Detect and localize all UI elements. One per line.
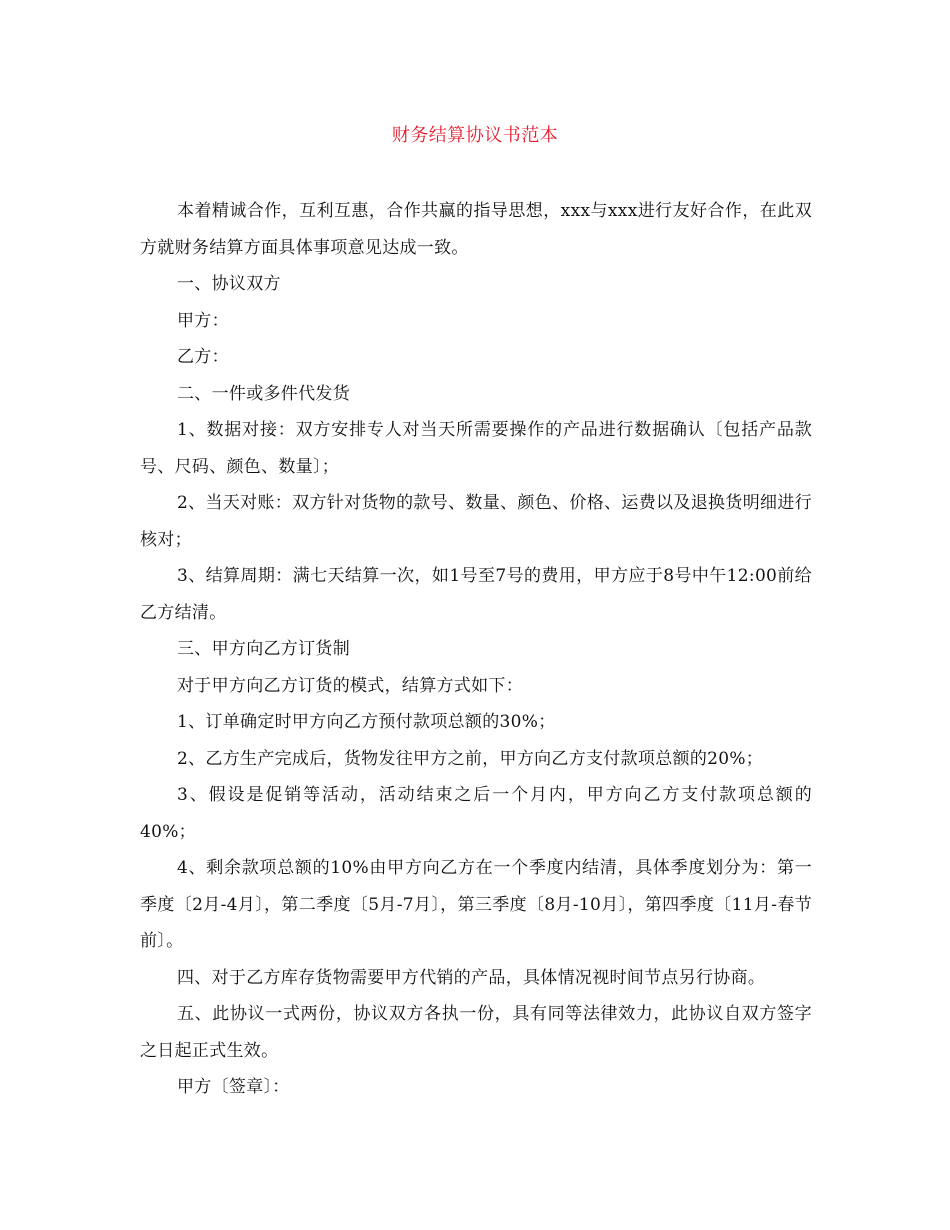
paragraph-intro: 本着精诚合作，互利互惠，合作共赢的指导思想，xxx与xxx进行友好合作，在此双方就财务结算方面具体事项意见达成一致。 bbox=[140, 201, 812, 258]
section-heading-ordering: 三、甲方向乙方订货制 bbox=[177, 639, 350, 659]
document-title: 财务结算协议书范本 bbox=[391, 125, 559, 146]
section-heading-parties: 一、协议双方 bbox=[177, 274, 281, 294]
party-a-line: 甲方： bbox=[177, 310, 229, 331]
party-a-signature-line: 甲方〔签章〕： bbox=[177, 1077, 290, 1097]
section-consignment: 四、对于乙方库存货物需要甲方代销的产品，具体情况视时间节点另行协商。 bbox=[177, 967, 766, 988]
clause-daily-reconcile: 2、当天对账：双方针对货物的款号、数量、颜色、价格、运费以及退换货明细进行核对； bbox=[140, 493, 812, 550]
document-body bbox=[140, 193, 812, 1106]
clause-prepayment: 1、订单确定时甲方向乙方预付款项总额的30%； bbox=[177, 712, 556, 732]
clause-data-sync: 1、数据对接：双方安排专人对当天所需要操作的产品进行数据确认〔包括产品款号、尺码、颜色、数量〕； bbox=[140, 420, 812, 477]
clause-remaining-balance: 4、剩余款项总额的10%由甲方向乙方在一个季度内结清，具体季度划分为：第一季度〔2月-4月〕，第二季度〔5月-7月〕，第三季度〔8月-10月〕，第四季度〔11月-春节前〕。 bbox=[140, 858, 812, 951]
ordering-intro: 对于甲方向乙方订货的模式，结算方式如下： bbox=[177, 675, 523, 696]
section-validity: 五、此协议一式两份，协议双方各执一份，具有同等法律效力，此协议自双方签字之日起正式生效。 bbox=[140, 1004, 812, 1061]
party-b-line: 乙方： bbox=[177, 347, 229, 367]
section-heading-dropship: 二、一件或多件代发货 bbox=[177, 383, 350, 404]
clause-settlement-cycle: 3、结算周期：满七天结算一次，如1号至7号的费用，甲方应于8号中午12:00前给乙方结清。 bbox=[140, 566, 812, 623]
clause-pre-shipment-payment: 2、乙方生产完成后，货物发往甲方之前，甲方向乙方支付款项总额的20%； bbox=[177, 748, 764, 769]
clause-promotion-payment: 3、假设是促销等活动，活动结束之后一个月内，甲方向乙方支付款项总额的40%； bbox=[140, 785, 812, 842]
